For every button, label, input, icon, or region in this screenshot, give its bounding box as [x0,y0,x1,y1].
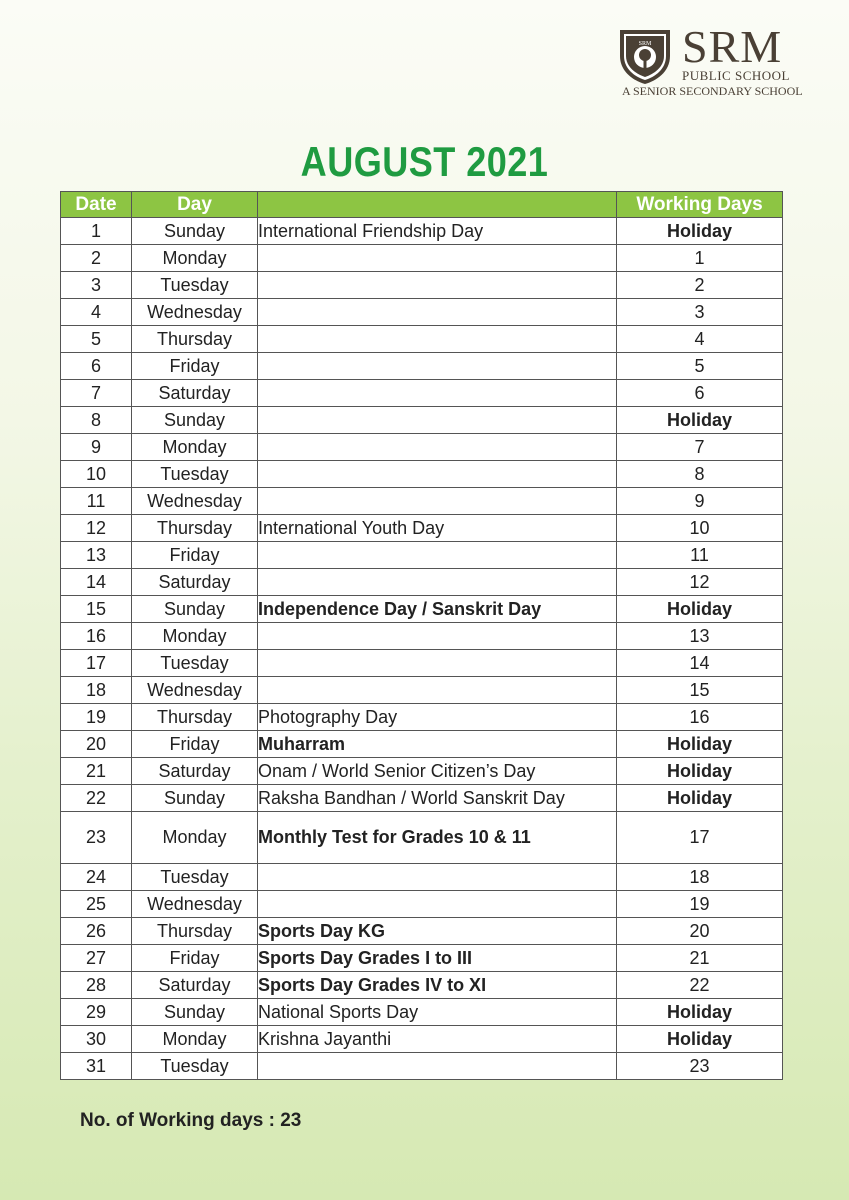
day-cell: Wednesday [132,891,258,918]
date-cell: 22 [61,785,132,812]
event-cell: National Sports Day [258,999,617,1026]
working-days-cell: 12 [617,569,783,596]
date-cell: 23 [61,812,132,864]
table-row [61,218,783,245]
working-days-cell: Holiday [617,1026,783,1053]
date-cell: 12 [61,515,132,542]
date-cell: 25 [61,891,132,918]
day-cell: Thursday [132,704,258,731]
day-cell: Tuesday [132,1053,258,1080]
day-cell: Wednesday [132,488,258,515]
event-cell [258,326,617,353]
day-cell: Sunday [132,999,258,1026]
header-working-days: Working Days [617,192,783,218]
event-cell: Krishna Jayanthi [258,1026,617,1053]
day-cell: Sunday [132,785,258,812]
table-row [61,326,783,353]
day-cell: Sunday [132,407,258,434]
day-cell: Wednesday [132,299,258,326]
date-cell: 30 [61,1026,132,1053]
event-cell [258,569,617,596]
table-row [61,596,783,623]
event-cell [258,407,617,434]
day-cell: Thursday [132,918,258,945]
working-days-cell: 16 [617,704,783,731]
logo-name: SRM [682,21,783,72]
event-cell: Raksha Bandhan / World Sanskrit Day [258,785,617,812]
table-row [61,1026,783,1053]
date-cell: 29 [61,999,132,1026]
crest-text: SRM [638,41,652,47]
working-days-cell: Holiday [617,218,783,245]
working-days-cell: 9 [617,488,783,515]
date-cell: 11 [61,488,132,515]
event-cell [258,623,617,650]
date-cell: 17 [61,650,132,677]
date-cell: 13 [61,542,132,569]
event-cell: Sports Day Grades I to III [258,945,617,972]
day-cell: Friday [132,353,258,380]
logo-subtitle: PUBLIC SCHOOL [682,68,790,83]
date-cell: 8 [61,407,132,434]
day-cell: Tuesday [132,272,258,299]
working-days-cell: 7 [617,434,783,461]
working-days-cell: 8 [617,461,783,488]
page-title: AUGUST 2021 [300,138,549,185]
date-cell: 14 [61,569,132,596]
table-row [61,299,783,326]
event-cell [258,488,617,515]
working-days-cell: 13 [617,623,783,650]
table-row [61,864,783,891]
working-days-cell: Holiday [617,596,783,623]
day-cell: Saturday [132,380,258,407]
calendar-table [60,191,783,1080]
date-cell: 27 [61,945,132,972]
calendar-body [61,218,783,1080]
day-cell: Wednesday [132,677,258,704]
working-days-cell: Holiday [617,785,783,812]
table-header-row [61,192,783,218]
day-cell: Saturday [132,972,258,999]
day-cell: Thursday [132,326,258,353]
event-cell: Sports Day KG [258,918,617,945]
table-row [61,515,783,542]
working-days-cell: 5 [617,353,783,380]
event-cell [258,380,617,407]
day-cell: Friday [132,731,258,758]
day-cell: Sunday [132,596,258,623]
table-row [61,1053,783,1080]
working-days-cell: 10 [617,515,783,542]
day-cell: Friday [132,542,258,569]
table-row [61,785,783,812]
date-cell: 4 [61,299,132,326]
working-days-cell: 2 [617,272,783,299]
table-row [61,812,783,864]
table-row [61,569,783,596]
day-cell: Tuesday [132,650,258,677]
school-logo [616,21,816,104]
day-cell: Saturday [132,758,258,785]
event-cell: Muharram [258,731,617,758]
working-days-cell: 20 [617,918,783,945]
date-cell: 3 [61,272,132,299]
date-cell: 9 [61,434,132,461]
date-cell: 28 [61,972,132,999]
logo-tagline: A SENIOR SECONDARY SCHOOL [622,84,803,98]
table-row [61,488,783,515]
table-row [61,972,783,999]
table-row [61,353,783,380]
working-days-cell: 11 [617,542,783,569]
table-row [61,945,783,972]
date-cell: 20 [61,731,132,758]
date-cell: 24 [61,864,132,891]
working-days-cell: 4 [617,326,783,353]
table-row [61,999,783,1026]
date-cell: 6 [61,353,132,380]
table-row [61,704,783,731]
date-cell: 31 [61,1053,132,1080]
working-days-cell: 17 [617,812,783,864]
event-cell [258,245,617,272]
day-cell: Sunday [132,218,258,245]
working-days-cell: 1 [617,245,783,272]
event-cell: International Friendship Day [258,218,617,245]
table-row [61,650,783,677]
crest-emblem-icon [616,26,674,86]
table-row [61,918,783,945]
working-days-cell: Holiday [617,758,783,785]
day-cell: Monday [132,434,258,461]
event-cell: Sports Day Grades IV to XI [258,972,617,999]
header-event [258,192,617,218]
day-cell: Tuesday [132,461,258,488]
event-cell [258,864,617,891]
date-cell: 5 [61,326,132,353]
table-row [61,434,783,461]
event-cell [258,272,617,299]
date-cell: 26 [61,918,132,945]
header-day: Day [132,192,258,218]
day-cell: Monday [132,812,258,864]
working-days-cell: Holiday [617,999,783,1026]
date-cell: 16 [61,623,132,650]
event-cell: Independence Day / Sanskrit Day [258,596,617,623]
event-cell [258,353,617,380]
event-cell: Onam / World Senior Citizen’s Day [258,758,617,785]
event-cell: International Youth Day [258,515,617,542]
working-days-summary: No. of Working days : 23 [80,1110,302,1131]
date-cell: 19 [61,704,132,731]
working-days-cell: 15 [617,677,783,704]
day-cell: Thursday [132,515,258,542]
day-cell: Friday [132,945,258,972]
day-cell: Tuesday [132,864,258,891]
date-cell: 2 [61,245,132,272]
working-days-cell: 21 [617,945,783,972]
table-row [61,731,783,758]
event-cell: Photography Day [258,704,617,731]
working-days-cell: 3 [617,299,783,326]
working-days-cell: 6 [617,380,783,407]
event-cell [258,650,617,677]
day-cell: Monday [132,623,258,650]
event-cell [258,1053,617,1080]
table-row [61,461,783,488]
working-days-cell: Holiday [617,731,783,758]
working-days-cell: 18 [617,864,783,891]
event-cell [258,891,617,918]
header-date: Date [61,192,132,218]
event-cell [258,542,617,569]
working-days-cell: 23 [617,1053,783,1080]
event-cell [258,461,617,488]
date-cell: 21 [61,758,132,785]
table-row [61,245,783,272]
event-cell: Monthly Test for Grades 10 & 11 [258,812,617,864]
date-cell: 7 [61,380,132,407]
table-row [61,758,783,785]
day-cell: Saturday [132,569,258,596]
day-cell: Monday [132,1026,258,1053]
date-cell: 15 [61,596,132,623]
table-row [61,623,783,650]
working-days-cell: 19 [617,891,783,918]
table-row [61,407,783,434]
day-cell: Monday [132,245,258,272]
table-row [61,380,783,407]
working-days-cell: 14 [617,650,783,677]
working-days-cell: 22 [617,972,783,999]
date-cell: 10 [61,461,132,488]
event-cell [258,434,617,461]
date-cell: 1 [61,218,132,245]
event-cell [258,677,617,704]
table-row [61,542,783,569]
table-row [61,891,783,918]
date-cell: 18 [61,677,132,704]
table-row [61,272,783,299]
event-cell [258,299,617,326]
working-days-cell: Holiday [617,407,783,434]
table-row [61,677,783,704]
